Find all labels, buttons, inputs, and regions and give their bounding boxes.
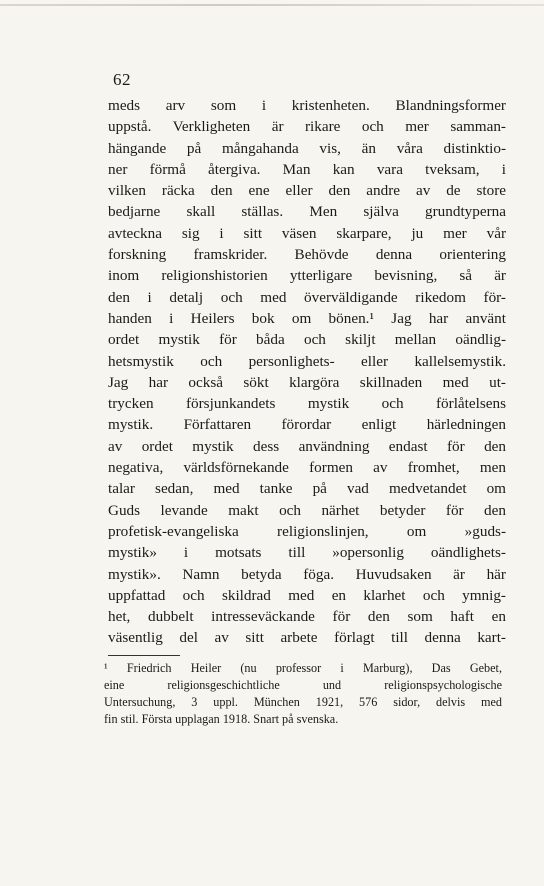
page-number: 62 xyxy=(113,70,131,89)
text-line: mystik». Namn betyda föga. Huvudsaken är här xyxy=(108,565,506,583)
footnote-line: eine religionsgeschichtliche und religionspsychologische xyxy=(104,678,502,692)
footnote-divider xyxy=(108,655,180,656)
text-line: meds arv som i kristenheten. Blandningsformer xyxy=(108,97,506,114)
footnotes xyxy=(104,660,502,728)
text-line: trycken försjunkandets mystik och förlåtelsens xyxy=(108,395,506,413)
text-line: uppfattad och skildrad med en klarhet och ymnig- xyxy=(108,586,506,604)
text-line: ordet mystik för båda och skiljt mellan oändlig- xyxy=(108,331,506,349)
text-line: vilken räcka den ene eller den andre av de store xyxy=(108,182,506,200)
text-line: väsentlig del av sitt arbete förlagt till denna kart- xyxy=(108,629,506,647)
text-line: forskning framskrider. Behövde denna orientering xyxy=(108,246,506,264)
footnote-line: fin stil. Första upplagan 1918. Snart på svenska. xyxy=(104,712,339,726)
body-text xyxy=(108,95,506,649)
text-line: mystik. Författaren förordar enligt härledningen xyxy=(108,416,506,434)
footnote-line: Untersuchung, 3 uppl. München 1921, 576 sidor, delvis med xyxy=(104,695,502,709)
text-line: mystik» i motsats till »opersonlig oändlighets- xyxy=(108,544,506,562)
text-line: profetisk-evangeliska religionslinjen, om »guds- xyxy=(108,522,506,540)
text-line: den i detalj och med överväldigande rikedom för- xyxy=(108,288,506,306)
text-line: handen i Heilers bok om bönen.¹ Jag har använt xyxy=(108,309,506,327)
text-line: bedjarne skall ställas. Men själva grundtyperna xyxy=(108,203,506,221)
text-line: inom religionshistorien ytterligare bevisning, så är xyxy=(108,267,506,285)
text-line: uppstå. Verkligheten är rikare och mer samman- xyxy=(108,118,506,136)
text-line: avteckna sig i sitt väsen skarpare, ju mer vår xyxy=(108,224,506,242)
text-line: ner förmå återgiva. Man kan vara tveksam, i xyxy=(108,160,506,178)
text-line: Jag har också sökt klargöra skillnaden med ut- xyxy=(108,373,506,391)
text-line: Guds levande makt och närhet betyder för den xyxy=(108,501,506,519)
text-line: hetsmystik och personlighets- eller kallelsemystik. xyxy=(108,352,506,370)
text-line: talar sedan, med tanke på vad medvetandet om xyxy=(108,480,506,498)
text-line: hängande på mångahanda vis, än våra distinktio- xyxy=(108,139,506,157)
footnote-line: ¹ Friedrich Heiler (nu professor i Marburg), Das Gebet, xyxy=(104,661,502,675)
page-top-edge xyxy=(0,4,544,6)
text-line: het, dubbelt intresseväckande för den som haft en xyxy=(108,608,506,626)
text-line: negativa, världsförnekande formen av fromhet, men xyxy=(108,459,506,477)
text-line: av ordet mystik dess användning endast för den xyxy=(108,437,506,455)
